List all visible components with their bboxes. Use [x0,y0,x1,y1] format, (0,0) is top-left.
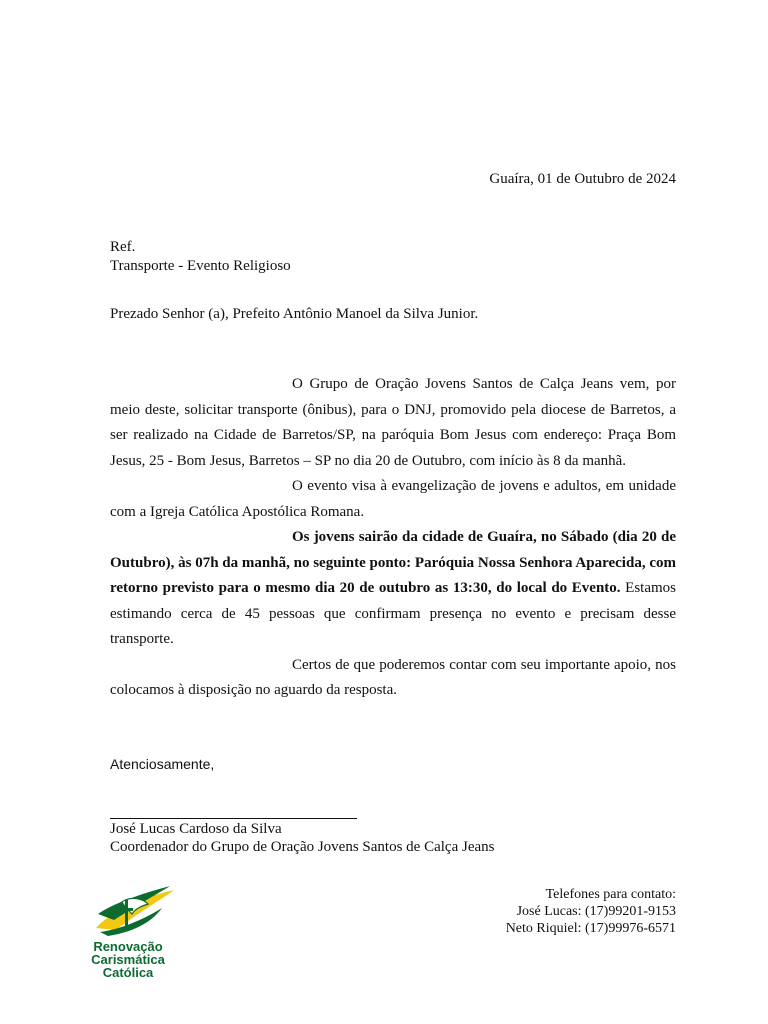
rcc-logo [78,884,208,986]
signer-title: Coordenador do Grupo de Oração Jovens Santos de Calça Jeans [110,839,495,855]
ref-label: Ref. [110,239,136,255]
contact-neto: Neto Riquiel: (17)99976-6571 [505,921,676,936]
contact-heading: Telefones para contato: [545,887,676,902]
letter-body [110,372,676,704]
contact-block [506,886,676,937]
signer-name: José Lucas Cardoso da Silva [110,821,282,837]
letter-date: Guaíra, 01 de Outubro de 2024 [489,171,676,187]
paragraph-3-bold: Os jovens sairão da cidade de Guaíra, no Sábado (dia 20 de Outubro), às 07h da manhã, no seguinte ponto: Paróquia Nossa Senhora Aparecida, com retorno previsto para o mesmo dia 20 de outubro as 13:30, do local do Evento. [110,529,676,596]
ref-subject: Transporte - Evento Religioso [110,258,291,274]
reference-block [110,238,291,276]
paragraph-3-rest: Estamos estimando cerca de 45 pessoas que confirmam presença no evento e precisam desse transporte. [110,580,676,647]
greeting: Prezado Senhor (a), Prefeito Antônio Manoel da Silva Junior. [110,306,479,322]
signature-block [110,820,494,856]
rcc-logo-text [78,940,178,979]
paragraph-2: O evento visa à evangelização de jovens e adultos, em unidade com a Igreja Católica Apostólica Romana. [110,478,676,520]
logo-line-3: Católica [102,965,154,980]
paragraph-4: Certos de que poderemos contar com seu importante apoio, nos colocamos à disposição no aguardo da resposta. [110,656,676,698]
contact-jose: José Lucas: (17)99201-9153 [516,904,676,919]
rcc-dove-logo-icon [78,884,178,940]
paragraph-1: O Grupo de Oração Jovens Santos de Calça Jeans vem, por meio deste, solicitar transporte (ônibus), para o DNJ, promovido pela diocese de Barretos, a ser realizado na Cidade de Barretos/SP, na paróquia Bom Jesus com endereço: Praça Bom Jesus, 25 - Bom Jesus, Barretos – SP no dia 20 de Outubro, com início às 8 da manhã. [110,376,676,469]
paragraph-3 [110,525,676,653]
logo-line-1: Renovação [93,939,163,954]
logo-line-2: Carismática [91,952,165,967]
closing: Atenciosamente, [110,756,215,772]
signature-line [110,818,357,819]
